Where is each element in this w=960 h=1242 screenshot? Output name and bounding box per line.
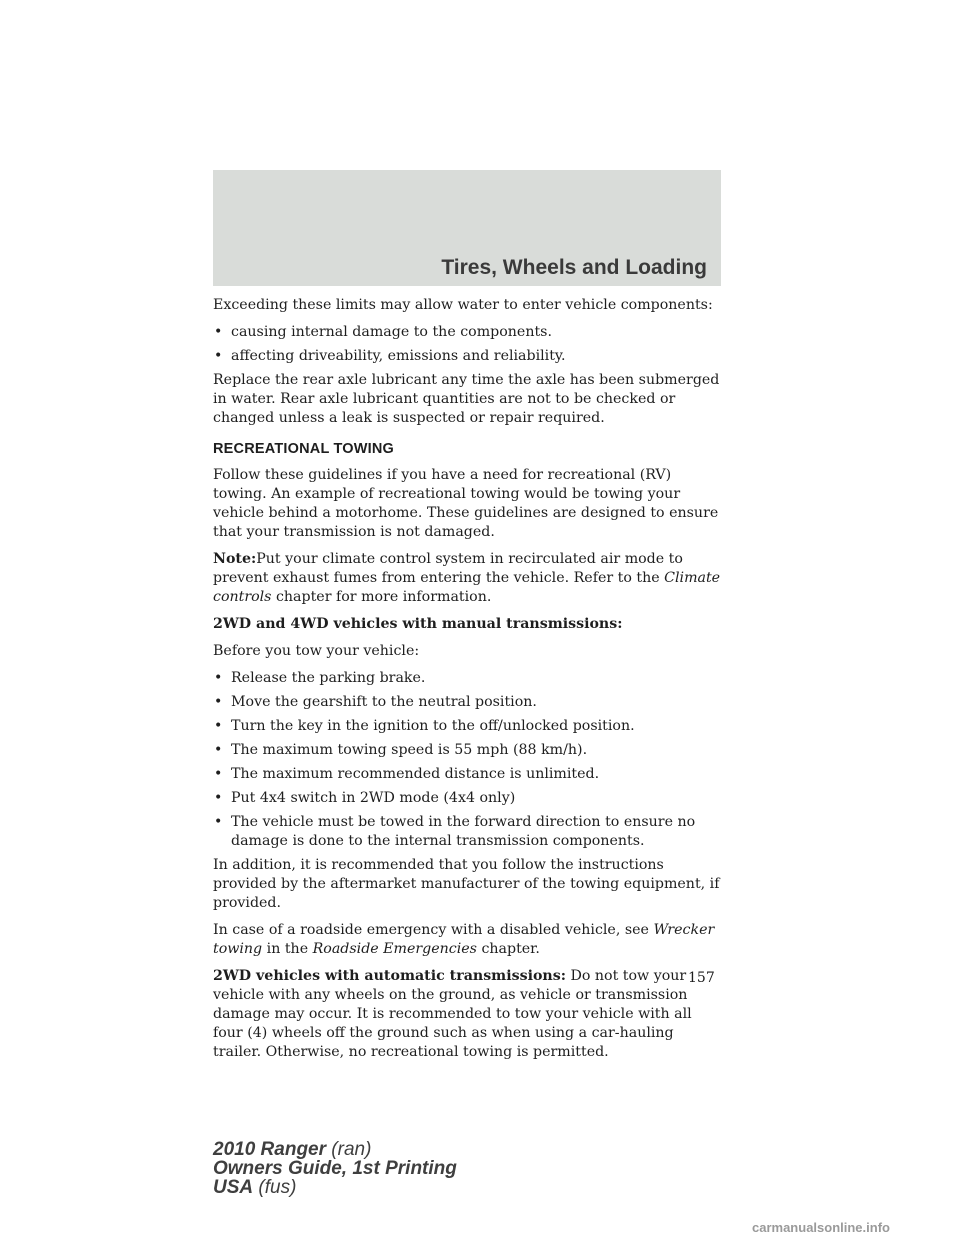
bullet-icon: • [214, 718, 223, 734]
section-heading: RECREATIONAL TOWING [213, 441, 395, 457]
intro-paragraph: Exceeding these limits may allow water to enter vehicle components: [213, 297, 713, 313]
list-item: • Put 4x4 switch in 2WD mode (4x4 only) [214, 790, 516, 806]
page-content [213, 296, 725, 1070]
bullet-icon: • [214, 814, 223, 830]
footer-line-1: 2010 Ranger (ran) [213, 1139, 372, 1160]
footer-line-3: USA (fus) [213, 1177, 297, 1198]
list-item: • Move the gearshift to the neutral position. [214, 694, 537, 710]
roadside-emergencies-reference: Roadside Emergencies [312, 941, 477, 957]
list-item: • affecting driveability, emissions and reliability. [214, 348, 566, 364]
bullet-icon: • [214, 324, 223, 340]
list-item: • Release the parking brake. [214, 670, 426, 686]
rv-intro-paragraph: Follow these guidelines if you have a need for recreational (RV) towing. An example of recreational towing would be towing your vehicle behind a motorhome. These guidelines are designed to ensure that your transmission is not damaged. [213, 467, 719, 540]
wrecker-towing-reference: Wrecker towing [213, 922, 715, 957]
list-item: • The maximum towing speed is 55 mph (88 km/h). [214, 742, 588, 758]
before-tow-paragraph: Before you tow your vehicle: [213, 643, 420, 659]
rear-axle-paragraph: Replace the rear axle lubricant any time the axle has been submerged in water. Rear axle lubricant quantities are not to be checked or changed unless a leak is suspected or repair required. [213, 372, 720, 426]
list-item: • The vehicle must be towed in the forward direction to ensure no damage is done to the internal transmission components. [214, 814, 696, 849]
bullet-icon: • [214, 348, 223, 364]
roadside-paragraph: In case of a roadside emergency with a disabled vehicle, see Wrecker towing in the Roadside Emergencies chapter. [213, 922, 715, 957]
document-footer [213, 1140, 457, 1197]
bullet-icon: • [214, 670, 223, 686]
note-paragraph: Note:Put your climate control system in recirculated air mode to prevent exhaust fumes from entering the vehicle. Refer to the Climate controls chapter for more information. [213, 551, 721, 605]
footer-line-2: Owners Guide, 1st Printing [213, 1158, 457, 1179]
bullet-icon: • [214, 694, 223, 710]
chapter-title: Tires, Wheels and Loading [441, 256, 707, 279]
bullet-icon: • [214, 766, 223, 782]
note-label: Note: [213, 551, 257, 567]
automatic-paragraph: 2WD vehicles with automatic transmissions: Do not tow your vehicle with any wheels on the ground, as vehicle or transmission damage may occur. It is recommended to tow your vehicle with all four (4) wheels off the ground such as when using a car-hauling trailer. Otherwise, no recreational towing is permitted. [213, 968, 692, 1060]
chapter-header-band [213, 170, 721, 286]
addition-paragraph: In addition, it is recommended that you follow the instructions provided by the aftermarket manufacturer of the towing equipment, if provided. [213, 857, 720, 911]
list-item: • Turn the key in the ignition to the off/unlocked position. [214, 718, 635, 734]
bullet-icon: • [214, 790, 223, 806]
automatic-label: 2WD vehicles with automatic transmissions: [213, 968, 566, 984]
list-item: • causing internal damage to the components. [214, 324, 552, 340]
chapter-reference: Climate controls [213, 570, 721, 605]
list-item: • The maximum recommended distance is unlimited. [214, 766, 600, 782]
watermark: carmanualsonline.info [752, 1220, 890, 1235]
manual-subheading: 2WD and 4WD vehicles with manual transmissions: [213, 616, 623, 632]
page-number: 157 [688, 970, 715, 986]
bullet-icon: • [214, 742, 223, 758]
